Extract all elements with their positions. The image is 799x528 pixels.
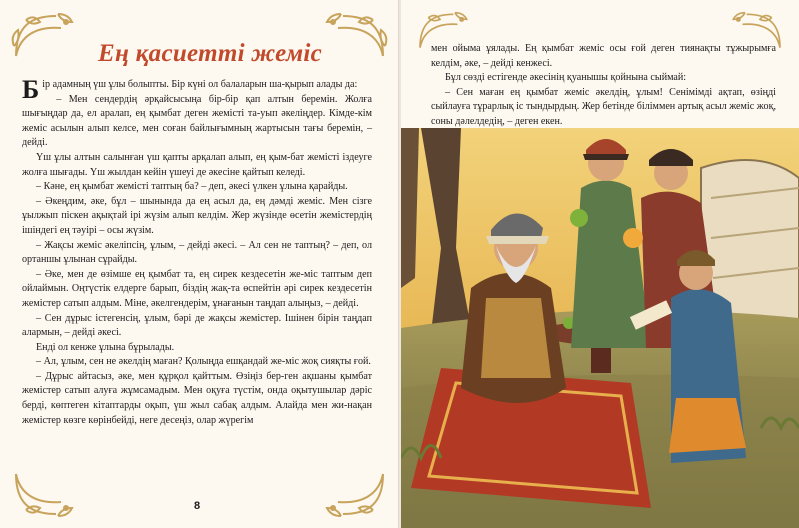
paragraph: Бұл сөзді естігенде әкесінің қуанышы қойнына сыймай:	[445, 72, 687, 84]
corner-ornament-icon	[313, 468, 393, 524]
paragraph: – Сен маған ең қымбат жеміс әкелдің, ұлым! Сенімімді ақтап, өзіңді сыйлауға тұрарлық іс тындырдың. Жер бетінде біліммен артық асыл жеміс жоқ, соны дәлелдедің, – деген екен.	[431, 86, 776, 127]
paragraph: – Жақсы жеміс әкеліпсің, ұлым, – дейді әкесі. – Ал сен не таптың? – деп, ол ортаншы ұлынан сұрайды.	[22, 239, 372, 266]
corner-ornament-icon	[313, 6, 393, 66]
paragraph: Үш ұлы алтын салынған үш қапты арқалап алып, ең қым-бат жемісті іздеуге жолға шығады. Үш жылдан кейін үшеуі де әкесіне қайтып келеді.	[22, 151, 372, 178]
paragraph: – Мен сендердің әрқайсысыңа бір-бір қап алтын беремін. Жолға шығыңдар да, ел аралап, ең қымбат деген жемісті та-уып әкеліңдер. Кімде-кім жеміс асылын алып келсе, мен соған байлығымның жартысын тағы беремін, – дейді.	[22, 93, 372, 149]
paragraph: – Ал, ұлым, сен не әкелдің маған? Қолыңда ешқандай же-міс жоқ сияқты ғой.	[36, 356, 371, 368]
paragraph: – Кәне, ең қымбат жемісті таптың ба? – деп, әкесі үлкен ұлына қарайды.	[36, 181, 348, 193]
right-page	[401, 0, 799, 528]
drop-cap: Б	[22, 75, 40, 104]
paragraph: мен ойыма ұялады. Ең қымбат жеміс осы ғой деген тиянақты тұжырымға келдім, әке, – дейді кенжесі.	[431, 43, 776, 69]
left-page	[0, 0, 399, 528]
corner-ornament-icon	[6, 468, 86, 524]
paragraph: – Дұрыс айтасыз, әке, мен құрқол қайттым. Өзіңіз бер-ген ақшаны қымбат жемістер сатып алуға жұмсамадым. Мен оқуға түстім, онда оқытушылар дәріс берді, көптеген кітаптарды оқып, үш жыл сабақ алдым. Алайда мен жи-нақан жемістер көзге көрінбейді, неге десеңіз, олар жүрегім	[22, 370, 372, 426]
paragraph: – Сен дұрыс істегенсің, ұлым, бәрі де жақсы жемістер. Ішінен бірін таңдап алармын, – дейді әкесі.	[22, 312, 372, 339]
paragraph: Бір адамның үш ұлы болыпты. Бір күні ол балаларын ша-қырып алады да:	[22, 75, 358, 104]
corner-ornament-icon	[6, 6, 86, 66]
left-body-text	[22, 75, 372, 428]
right-body-text	[431, 42, 776, 130]
paragraph: – Әкеңдим, әке, бұл – шынында да ең асыл да, ең дәмді жеміс. Мен сізге ұылжып піскен ақықтай ірі жүзім алып келдім. Жер жүзінде өсетін жемістердің ішіндегі ең тәуірі – осы жүзім.	[22, 195, 372, 236]
illustration-father-and-three-sons	[401, 128, 799, 528]
paragraph: Енді ол кенже ұлына бұрылады.	[36, 341, 175, 353]
story-title: Ең қасиетті жеміс	[97, 40, 323, 67]
paragraph: – Әке, мен де өзімше ең қымбат та, ең сирек кездесетін же-міс таптым деп ойлаймын. Оңтүстік елдерге барып, біздің жақ-та өспейтін әрі сирек кездесетін жемістер сатып алдым. Міне, әкелгендерім, ұнағанын таңдап алыңыз, – дейді.	[22, 268, 372, 309]
page-number: 8	[194, 500, 201, 512]
